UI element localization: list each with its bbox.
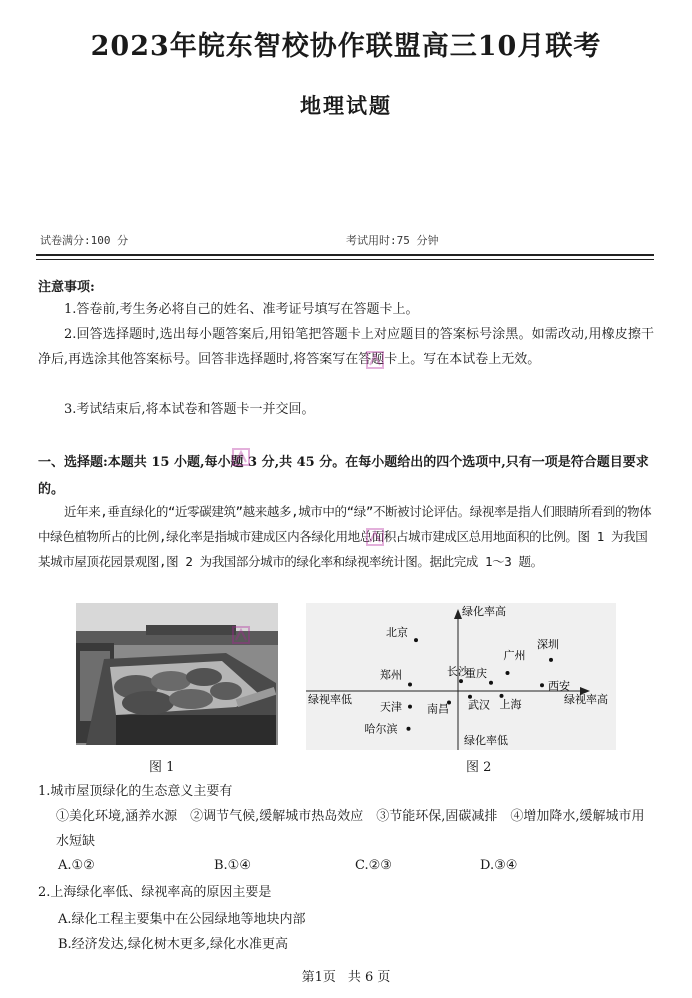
chart-point-label-1: 深圳 (537, 637, 559, 651)
axis-top-label: 绿化率高 (462, 605, 506, 618)
q1-option-a: A.①② (58, 858, 95, 873)
chart-point-0 (414, 638, 418, 642)
chart-point-7 (408, 705, 412, 709)
figure2-caption: 图 2 (466, 760, 492, 775)
chart-point-label-6: 西安 (548, 679, 570, 693)
header-rule-thin (36, 259, 654, 260)
page-number: 第1页 (301, 970, 336, 985)
greening-rate-chart (306, 603, 616, 750)
axis-left-label: 绿视率低 (308, 693, 352, 706)
chart-point-label-10: 上海 (499, 697, 522, 711)
exam-subject: 地理试题 (300, 93, 392, 118)
notice-item-2-text: 2.回答选择题时,选出每小题答案后,用铅笔把答题卡上对应题目的答案标号涂黑。如需改动,用橡皮擦干净后,再选涂其他答案标号。回答非选择题时,将答案写在答题卡上。写在本试卷上无效。 (38, 327, 654, 367)
question-1-statements: ①美化环境,涵养水源 ②调节气候,缓解城市热岛效应 ③节能环保,固碳减排 ④增加降水,缓解城市用水短缺 (56, 809, 645, 849)
header-rule-thick (36, 254, 654, 256)
page-footer (0, 966, 692, 985)
q1-option-b: B.①④ (214, 858, 251, 873)
question-stem (38, 499, 654, 574)
chart-point-label-0: 北京 (386, 626, 408, 640)
q2-option-a: A.绿化工程主要集中在公园绿地等地块内部 (58, 912, 306, 927)
axis-bottom-label: 绿化率低 (464, 734, 508, 747)
notice-item-1-text: 1.答卷前,考生务必将自己的姓名、准考证号填写在答题卡上。 (64, 302, 419, 317)
time-info: 考试用时:75 分钟 (346, 234, 439, 247)
exam-title: 2023年皖东智校协作联盟高三10月联考 (90, 31, 602, 62)
question-2: 2.上海绿化率低、绿视率高的原因主要是 (38, 885, 272, 900)
chart-point-4 (459, 679, 463, 683)
watermark-logo-icon (232, 626, 250, 644)
watermark-logo-icon (366, 351, 384, 369)
chart-point-2 (506, 671, 510, 675)
q1-option-d: D.③④ (480, 858, 518, 873)
rooftop-garden-photo (76, 603, 278, 745)
chart-point-label-11: 哈尔滨 (364, 722, 398, 736)
chart-point-1 (549, 658, 553, 662)
chart-point-11 (407, 727, 411, 731)
notice-item-2 (38, 322, 654, 372)
score-info: 试卷满分:100 分 (40, 234, 129, 247)
figure1-caption: 图 1 (149, 760, 175, 775)
chart-point-label-5: 重庆 (465, 666, 487, 680)
q1-option-c: C.②③ (355, 858, 392, 873)
chart-point-6 (540, 683, 544, 687)
chart-point-label-3: 郑州 (380, 668, 402, 682)
chart-point-label-4: 长沙 (447, 665, 469, 679)
chart-point-label-7: 天津 (380, 700, 402, 714)
notice-item-3 (38, 397, 654, 422)
chart-point-5 (489, 681, 493, 685)
notice-item-1 (38, 297, 654, 322)
page-total: 共 6 页 (347, 970, 391, 985)
q2-option-b: B.经济发达,绿化树木更多,绿化水准更高 (58, 937, 288, 952)
chart-point-label-9: 武汉 (468, 698, 490, 712)
chart-point-3 (408, 682, 412, 686)
question-1: 1.城市屋顶绿化的生态意义主要有 (38, 784, 233, 799)
section-heading: 一、选择题:本题共 15 小题,每小题 3 分,共 45 分。在每小题给出的四个选项中,只有一项是符合题目要求的。 (38, 455, 649, 497)
chart-point-label-8: 南昌 (427, 702, 449, 716)
question-stem-text: 近年来,垂直绿化的“近零碳建筑”越来越多,城市中的“绿”不断被讨论评估。绿视率是指人们眼睛所看到的物体中绿色植物所占的比例,绿化率是指城市建成区内各绿化用地总面积占城市建成区总用地面积的比例。图 1 为我国某城市屋顶花园景观图,图 2 为我国部分城市的绿化率和绿视率统计图。据此完成 1～3 题。 (38, 504, 652, 569)
notice-item-3-text: 3.考试结束后,将本试卷和答题卡一并交回。 (64, 402, 315, 417)
watermark-logo-icon (366, 528, 384, 546)
watermark-logo-icon (232, 448, 250, 466)
axis-right-label: 绿视率高 (564, 693, 608, 706)
notice-heading: 注意事项: (38, 280, 95, 295)
chart-point-label-2: 广州 (503, 648, 526, 662)
